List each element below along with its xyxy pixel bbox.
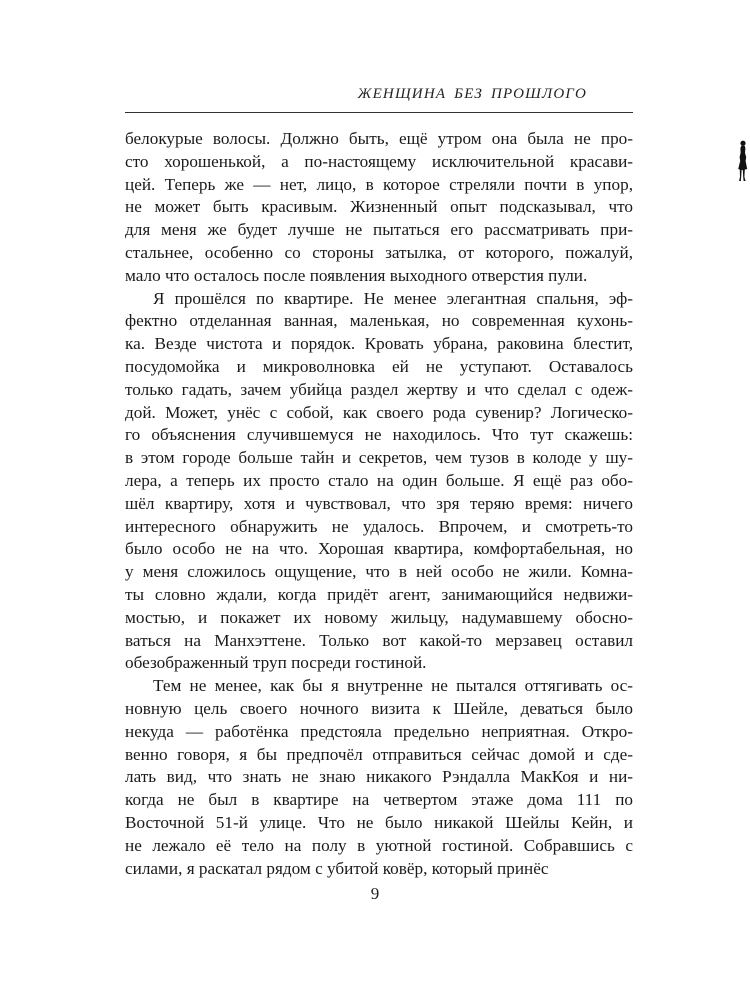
paragraph bbox=[125, 128, 633, 288]
text-line: венно говоря, я бы предпочёл отправиться сейчас домой и сде- bbox=[125, 744, 633, 764]
text-line: го объяснения случившемуся не находилось. Что тут скажешь: bbox=[125, 425, 633, 445]
text-line: дой. Может, унёс с собой, как своего рода сувенир? Логическо- bbox=[125, 402, 633, 422]
text-line: силами, я раскатал рядом с убитой ковёр, который принёс bbox=[125, 858, 549, 878]
text-line: для меня же будет лучше не пытаться его рассматривать при- bbox=[125, 220, 633, 240]
paragraph bbox=[125, 288, 633, 676]
text-line: посудомойка и микроволновка ей не уступают. Оставалось bbox=[125, 356, 633, 376]
text-line: не лежало её тело на полу в уютной гостиной. Собравшись с bbox=[125, 835, 633, 855]
text-line: Я прошёлся по квартире. Не менее элегантная спальня, эф- bbox=[153, 288, 633, 308]
text-line: обезображенный труп посреди гостиной. bbox=[125, 653, 427, 673]
text-line: ты словно ждали, когда придёт агент, занимающийся недвижи- bbox=[125, 584, 633, 604]
text-line: шёл квартиру, хотя и чувствовал, что зря теряю время: ничего bbox=[125, 493, 633, 513]
text-line: ка. Везде чистота и порядок. Кровать убрана, раковина блестит, bbox=[125, 334, 633, 354]
text-line: было особо не на что. Хорошая квартира, комфортабельная, но bbox=[125, 539, 633, 559]
text-line: в этом городе больше тайн и секретов, чем тузов в колоде у шу- bbox=[125, 448, 633, 468]
text-line: интересного обнаружить не удалось. Впрочем, и смотреть-то bbox=[125, 516, 633, 536]
text-line: когда не был в квартире на четвертом этаже дома 111 по bbox=[125, 790, 633, 810]
text-line: фектно отделанная ванная, маленькая, но современная кухонь- bbox=[125, 311, 633, 331]
text-line: лера, а теперь их просто стало на один больше. Я ещё раз обо- bbox=[125, 470, 633, 490]
running-title: ЖЕНЩИНА БЕЗ ПРОШЛОГО bbox=[357, 86, 587, 102]
text-line: некуда — работёнка предстояла предельно неприятная. Откро- bbox=[125, 721, 633, 741]
text-line: не может быть красивым. Жизненный опыт подсказывал, что bbox=[125, 197, 633, 217]
text-line: Тем не менее, как бы я внутренне не пытался оттягивать ос- bbox=[153, 676, 633, 696]
body-text bbox=[125, 128, 633, 880]
page-number: 9 bbox=[370, 884, 380, 903]
text-line: только гадать, зачем убийца раздел жертву и что сделал с одеж- bbox=[125, 379, 633, 399]
paragraph bbox=[125, 675, 633, 880]
text-line: Восточной 51-й улице. Что не было никакой Шейлы Кейн, и bbox=[125, 812, 633, 832]
text-line: новную цель своего ночного визита к Шейле, деваться было bbox=[125, 698, 633, 718]
text-line: цей. Теперь же — нет, лицо, в которое стреляли почти в упор, bbox=[125, 174, 633, 194]
text-line: белокурые волосы. Должно быть, ещё утром она была не про- bbox=[125, 129, 633, 148]
text-line: мостью, и покажет их новому жильцу, надумавшему обосно- bbox=[125, 607, 633, 627]
text-line: сто хорошенькой, а по-настоящему исключительной красави- bbox=[125, 151, 633, 171]
text-line: ваться на Манхэттене. Только вот какой-то мерзавец оставил bbox=[125, 630, 633, 650]
text-line: стальнее, особенно со стороны затылка, от которого, пожалуй, bbox=[125, 242, 633, 262]
woman-silhouette-icon bbox=[733, 140, 750, 182]
text-line: лать вид, что знать не знаю никакого Рэндалла МакКоя и ни- bbox=[125, 767, 633, 787]
text-line: у меня сложилось ощущение, что в ней особо не жили. Комна- bbox=[125, 562, 633, 582]
running-header bbox=[125, 72, 633, 113]
text-line: мало что осталось после появления выходного отверстия пули. bbox=[125, 265, 588, 285]
